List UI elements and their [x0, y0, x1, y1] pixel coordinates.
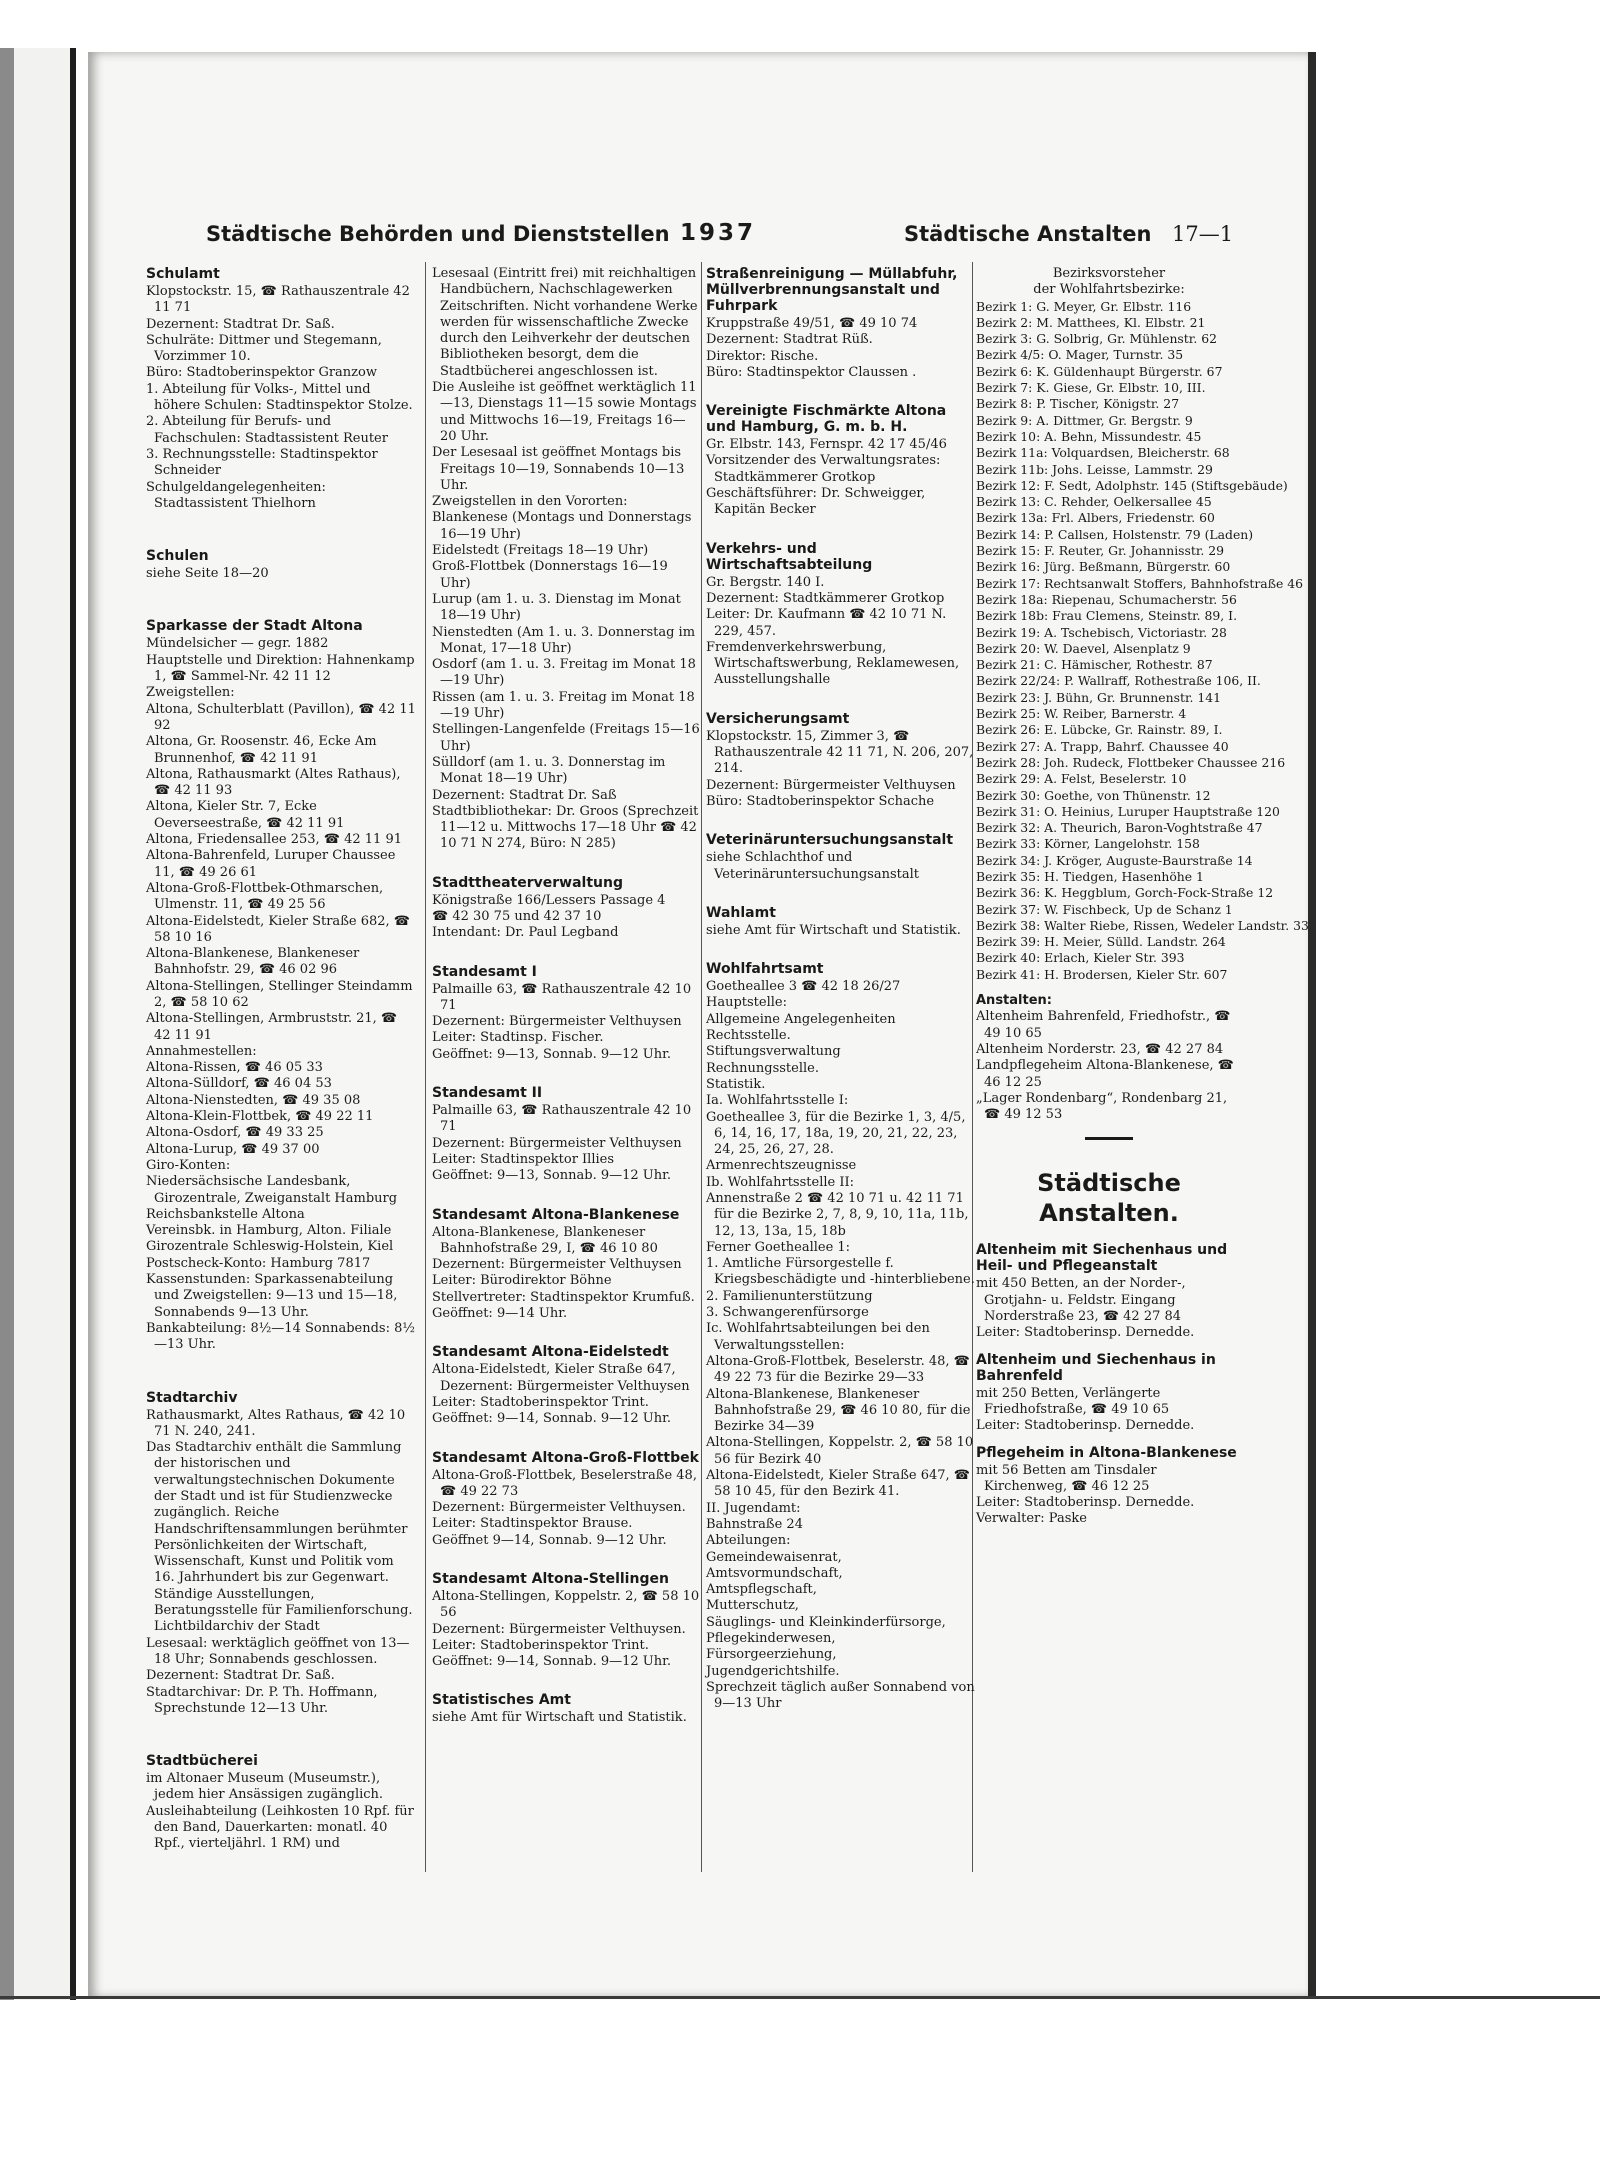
entry-line: 3. Rechnungsstelle: Stadtinspektor Schneider: [146, 446, 378, 479]
district-entry: Bezirk 29: A. Felst, Beselerstr. 10: [976, 771, 1187, 787]
entry-line: Die Ausleihe ist geöffnet werktäglich 11—13, Dienstags 11—15 sowie Montags und Mittwochs 16—19, Freitags 16—20 Uhr.: [432, 380, 697, 444]
section-gap: [706, 810, 976, 832]
entry-line: Gr. Elbstr. 143, Fernspr. 42 17 45/46: [706, 437, 947, 453]
district-entry: Bezirk 10: A. Behn, Missundestr. 45: [976, 428, 1202, 444]
header-left-title: Städtische Behörden und Dienststellen: [206, 222, 670, 246]
entry-line: Fremdenverkehrswerbung, Wirtschaftswerbung, Reklamewesen, Ausstellungshalle: [706, 639, 960, 688]
directory-section: [146, 618, 416, 1353]
district-entry: Bezirk 7: K. Giese, Gr. Elbstr. 10, III.: [976, 380, 1206, 396]
entry-line: Leiter: Stadtoberinsp. Dernedde.: [976, 1325, 1195, 1341]
entry-line: siehe Amt für Wirtschaft und Statistik.: [706, 922, 961, 938]
entry-line: Giro-Konten:: [146, 1157, 231, 1173]
district-entry: Bezirk 33: Körner, Langelohstr. 158: [976, 836, 1200, 852]
entry-line: Amtspflegschaft,: [706, 1582, 817, 1598]
section-title: Schulamt: [146, 266, 220, 282]
entry-line: Büro: Stadtinspektor Claussen .: [706, 364, 917, 380]
section-title: Vereinigte Fischmärkte Altona und Hamburg, G. m. b. H.: [706, 403, 947, 436]
entry-line: Nienstedten (Am 1. u. 3. Donnerstag im Monat, 17—18 Uhr): [432, 624, 696, 656]
directory-section: [706, 961, 976, 1712]
district-entry: Bezirk 41: H. Brodersen, Kieler Str. 607: [976, 966, 1228, 982]
entry-line: Annenstraße 2 ☎ 42 10 71 u. 42 11 71 für die Bezirke 2, 7, 8, 9, 10, 11a, 11b, 12, 13, 13a, 15, 18b: [706, 1190, 969, 1239]
previous-page-edge: [0, 48, 76, 2000]
section-title: Wohlfahrtsamt: [706, 961, 824, 978]
entry-line: Direktor: Rische.: [706, 348, 819, 364]
entry-line: Groß-Flottbek (Donnerstags 16—19 Uhr): [432, 559, 668, 591]
entry-line: Postscheck-Konto: Hamburg 7817: [146, 1255, 371, 1271]
entry-line: Altona-Groß-Flottbek, Beselerstr. 48, ☎ 49 22 73 für die Bezirke 29—33: [706, 1353, 970, 1386]
entry-line: Altona-Stellingen, Koppelstr. 2, ☎ 58 10 56 für Bezirk 40: [706, 1435, 974, 1467]
entry-line: Hauptstelle:: [706, 995, 787, 1011]
entry-line: Dezernent: Stadtrat Dr. Saß: [432, 787, 617, 803]
entry-line: Mutterschutz,: [706, 1598, 799, 1614]
entry-line: Stadtbibliothekar: Dr. Groos (Sprechzeit 11—12 u. Mittwochs 17—18 Uhr ☎ 42 10 71 N 274, Büro: N 285): [432, 803, 699, 852]
section-gap: [976, 1435, 1242, 1445]
entry-line: Zweigstellen in den Vororten:: [432, 494, 628, 510]
header-year: 1937: [680, 220, 757, 246]
district-entry: Bezirk 17: Rechtsanwalt Stoffers, Bahnhofstraße 46: [976, 575, 1304, 591]
section-title: Stadtbücherei: [146, 1753, 258, 1770]
entry-line: 2. Abteilung für Berufs- und Fachschulen: Stadtassistent Reuter: [146, 414, 388, 446]
entry-line: Rissen (am 1. u. 3. Freitag im Monat 18—19 Uhr): [432, 689, 695, 722]
entry-line: 1. Amtliche Fürsorgestelle f. Kriegsbeschädigte und -hinterbliebene.: [706, 1256, 975, 1288]
entry-line: Dezernent: Stadtrat Dr. Saß.: [146, 316, 335, 332]
entry-line: Ia. Wohlfahrtsstelle I:: [706, 1093, 849, 1109]
entry-line: Dezernent: Stadtkämmerer Grotkop: [706, 590, 945, 606]
entry-line: Fürsorgeerziehung,: [706, 1647, 837, 1663]
entry-line: Ic. Wohlfahrtsabteilungen bei den Verwaltungsstellen:: [706, 1321, 930, 1353]
directory-section: [432, 1692, 700, 1726]
section-title: Versicherungsamt: [706, 710, 850, 727]
entry-line: Sprechzeit täglich außer Sonnabend von 9—13 Uhr: [706, 1679, 975, 1712]
entry-line: Allgemeine Angelegenheiten: [706, 1011, 896, 1027]
directory-section: [976, 1445, 1242, 1528]
section-title: Altenheim und Siechenhaus in Bahrenfeld: [976, 1351, 1216, 1384]
district-entry: Bezirk 15: F. Reuter, Gr. Johannisstr. 29: [976, 543, 1225, 559]
district-entry: Bezirk 4/5: O. Mager, Turnstr. 35: [976, 347, 1184, 363]
entry-line: Lurup (am 1. u. 3. Dienstag im Monat 18—19 Uhr): [432, 591, 681, 624]
anstalt-entry: Altenheim Norderstr. 23, ☎ 42 27 84: [976, 1041, 1224, 1057]
entry-line: Verwalter: Paske: [976, 1511, 1087, 1527]
entry-line: Statistik.: [706, 1076, 766, 1092]
section-gap: [146, 1717, 416, 1753]
entry-line: Leiter: Dr. Kaufmann ☎ 42 10 71 N. 229, 457.: [706, 607, 947, 639]
entry-line: Leiter: Stadtoberinspektor Trint.: [432, 1394, 649, 1410]
anstalten-label: Anstalten:: [976, 993, 1052, 1009]
district-entry: Bezirk 23: J. Bühn, Gr. Brunnenstr. 141: [976, 689, 1222, 705]
section-gap: [706, 939, 976, 961]
section-title: Pflegeheim in Altona-Blankenese: [976, 1444, 1237, 1461]
entry-line: Altona-Eidelstedt, Kieler Straße 647, Dezernent: Bürgermeister Velthuysen: [432, 1362, 690, 1394]
section-gap: [146, 512, 416, 548]
entry-line: Altona-Rissen, ☎ 46 05 33: [146, 1060, 323, 1076]
anstalt-entry: „Lager Rondenbarg“, Rondenbarg 21, ☎ 49 12 53: [976, 1090, 1228, 1123]
entry-line: Altona-Osdorf, ☎ 49 33 25: [146, 1125, 324, 1141]
directory-section: [432, 1085, 700, 1184]
district-entry: Bezirk 40: Erlach, Kieler Str. 393: [976, 950, 1185, 966]
entry-line: Dezernent: Bürgermeister Velthuysen: [432, 1135, 682, 1151]
entry-line: Palmaille 63, ☎ Rathauszentrale 42 10 71: [432, 1103, 692, 1135]
scan-bottom-edge: [0, 1996, 1600, 1999]
section-gap: [432, 1549, 700, 1571]
directory-section: [432, 1571, 700, 1670]
entry-line: Altona-Stellingen, Armbruststr. 21, ☎ 42 11 91: [146, 1011, 398, 1043]
district-entry: Bezirk 14: P. Callsen, Holstenstr. 79 (Laden): [976, 526, 1254, 542]
entry-line: Altona-Blankenese, Blankeneser Bahnhofstraße 29, I, ☎ 46 10 80: [432, 1224, 658, 1256]
entry-line: Das Stadtarchiv enthält die Sammlung der historischen und verwaltungstechnischen Dokumente der Stadt und ist für Studienzwecke zugänglich. Reiche Handschriftensammlungen berühmter Persönlichkeiten der Wirtschaft, Wissenschaft, Kunst und Politik vom 16. Jahrhundert bis zur Gegenwart. Ständige Ausstellungen, Beratungsstelle für Familienforschung. Lichtbildarchiv der Stadt: [146, 1440, 413, 1635]
districts-heading: Bezirksvorsteher: [1052, 266, 1166, 281]
entry-line: Kassenstunden: Sparkassenabteilung und Zweigstellen: 9—13 und 15—18, Sonnabends 9—13 Uhr.: [146, 1272, 398, 1320]
district-entry: Bezirk 35: H. Tiedgen, Hasenhöhe 1: [976, 868, 1204, 884]
entry-line: Leiter: Stadtinspektor Illies: [432, 1151, 615, 1167]
entry-line: Geöffnet: 9—13, Sonnab. 9—12 Uhr.: [432, 1168, 672, 1184]
district-entry: Bezirk 9: A. Dittmer, Gr. Bergstr. 9: [976, 412, 1193, 428]
entry-line: Osdorf (am 1. u. 3. Freitag im Monat 18—19 Uhr): [432, 657, 696, 689]
district-entry: Bezirk 30: Goethe, von Thünenstr. 12: [976, 787, 1211, 803]
district-entry: Bezirk 6: K. Güldenhaupt Bürgerstr. 67: [976, 363, 1223, 379]
entry-line: Altona-Eidelstedt, Kieler Straße 682, ☎ 58 10 16: [146, 913, 410, 945]
big-title: Städtische Anstalten.: [1037, 1169, 1181, 1228]
entry-line: Geschäftsführer: Dr. Schweigger, Kapitän Becker: [706, 486, 926, 518]
entry-line: Leiter: Stadtoberinsp. Dernedde.: [976, 1495, 1195, 1511]
entry-line: Dezernent: Stadtrat Rüß.: [706, 332, 873, 348]
districts-subheading: der Wohlfahrtsbezirke:: [1033, 282, 1185, 298]
entry-line: Kruppstraße 49/51, ☎ 49 10 74: [706, 316, 918, 331]
entry-line: Altona-Stellingen, Koppelstr. 2, ☎ 58 10 56: [432, 1589, 700, 1621]
directory-section: [146, 266, 416, 512]
entry-line: mit 450 Betten, an der Norder-, Grotjahn- u. Feldstr. Eingang Norderstraße 23, ☎ 42 27 84: [976, 1276, 1186, 1325]
section-title: Altenheim mit Siechenhaus und Heil- und Pflegeanstalt: [976, 1242, 1228, 1275]
entry-line: Altona, Kieler Str. 7, Ecke Oeverseestraße, ☎ 42 11 91: [146, 799, 345, 831]
entry-line: Ausleihabteilung (Leihkosten 10 Rpf. für den Band, Dauerkarten: monatl. 40 Rpf., vierteljährl. 1 RM) und: [146, 1803, 414, 1852]
column-1: [146, 266, 416, 1853]
section-title: Stadttheaterverwaltung: [432, 874, 623, 891]
entry-line: Klopstockstr. 15, ☎ Rathauszentrale 42 11 71: [146, 284, 410, 316]
entry-line: Girozentrale Schleswig-Holstein, Kiel: [146, 1239, 394, 1255]
directory-section: [706, 905, 976, 939]
entry-line: Bankabteilung: 8½—14 Sonnabends: 8½—13 Uhr.: [146, 1320, 415, 1353]
entry-line: Zweigstellen:: [146, 685, 235, 701]
section-gap: [432, 1670, 700, 1692]
entry-line: Büro: Stadtoberinspektor Schache: [706, 793, 935, 809]
district-entry: Bezirk 11b: Johs. Leisse, Lammstr. 29: [976, 461, 1213, 477]
district-list: [976, 298, 1309, 983]
entry-line: Dezernent: Bürgermeister Velthuysen: [432, 1014, 682, 1030]
section-gap: [432, 942, 700, 964]
entry-line: Stellvertreter: Stadtinspektor Krumfuß.: [432, 1289, 695, 1305]
entry-line: Dezernent: Stadtrat Dr. Saß.: [146, 1668, 335, 1684]
entry-line: Reichsbankstelle Altona: [146, 1206, 305, 1222]
entry-line: Dezernent: Bürgermeister Velthuysen.: [432, 1500, 686, 1516]
district-entry: Bezirk 1: G. Meyer, Gr. Elbstr. 116: [976, 298, 1192, 314]
section-gap: [706, 689, 976, 711]
district-entry: Bezirk 28: Joh. Rudeck, Flottbeker Chaussee 216: [976, 754, 1286, 770]
section-title: Standesamt Altona-Eidelstedt: [432, 1344, 669, 1361]
entry-line: Altona-Eidelstedt, Kieler Straße 647, ☎ 58 10 45, für den Bezirk 41.: [706, 1468, 970, 1500]
entry-line: Königstraße 166/Lessers Passage 4: [432, 892, 666, 908]
entry-line: Altona, Rathausmarkt (Altes Rathaus), ☎ 42 11 93: [146, 766, 401, 799]
entry-line: Geöffnet: 9—13, Sonnab. 9—12 Uhr.: [432, 1046, 672, 1062]
district-entry: Bezirk 18a: Riepenau, Schumacherstr. 56: [976, 591, 1237, 607]
district-entry: Bezirk 18b: Frau Clemens, Steinstr. 89, I.: [976, 608, 1238, 624]
entry-line: Geöffnet: 9—14 Uhr.: [432, 1306, 568, 1322]
district-entry: Bezirk 12: F. Sedt, Adolphstr. 145 (Stiftsgebäude): [976, 477, 1288, 493]
section-title: Verkehrs- und Wirtschaftsabteilung: [706, 540, 873, 573]
entry-line: Dezernent: Bürgermeister Velthuysen: [706, 777, 956, 793]
anstalten-list: [976, 1009, 1242, 1123]
section-title: Standesamt Altona-Groß-Flottbek: [432, 1449, 699, 1466]
entry-line: Leiter: Stadtoberinsp. Dernedde.: [976, 1418, 1195, 1434]
entry-line: Rechnungsstelle.: [706, 1060, 819, 1076]
page-number: 17—1: [1172, 222, 1234, 246]
anstalt-entry: Altenheim Bahrenfeld, Friedhofstr., ☎ 49 10 65: [976, 1009, 1231, 1041]
section-title: Straßenreinigung — Müllabfuhr, Müllverbrennungsanstalt und Fuhrpark: [706, 266, 958, 314]
section-gap: [432, 1063, 700, 1085]
entry-line: Altona-Groß-Flottbek, Beselerstraße 48, ☎ 49 22 73: [432, 1467, 697, 1499]
entry-line: Intendant: Dr. Paul Legband: [432, 925, 619, 941]
entry-line: Sülldorf (am 1. u. 3. Donnerstag im Monat 18—19 Uhr): [432, 754, 666, 787]
district-entry: Bezirk 19: A. Tschebisch, Victoriastr. 28: [976, 624, 1227, 640]
directory-section: [146, 548, 416, 582]
section-gap: [976, 1342, 1242, 1352]
entry-line: Altona-Lurup, ☎ 49 37 00: [146, 1141, 320, 1157]
section-title: Statistisches Amt: [432, 1692, 571, 1709]
entry-line: Leiter: Stadtinspektor Brause.: [432, 1516, 633, 1532]
entry-line: Vereinsbk. in Hamburg, Alton. Filiale: [146, 1223, 392, 1239]
entry-line: II. Jugendamt:: [706, 1500, 801, 1516]
entry-line: 1. Abteilung für Volks-, Mittel und höhere Schulen: Stadtinspektor Stolze.: [146, 381, 413, 414]
district-entry: Bezirk 26: E. Lübcke, Gr. Rainstr. 89, I.: [976, 722, 1223, 738]
district-entry: Bezirk 31: O. Heinius, Luruper Hauptstraße 120: [976, 803, 1280, 819]
entry-line: Geöffnet: 9—14, Sonnab. 9—12 Uhr.: [432, 1654, 672, 1670]
column-4: [976, 266, 1309, 1528]
entry-line: Altona-Groß-Flottbek-Othmarschen, Ulmenstr. 11, ☎ 49 25 56: [146, 880, 384, 913]
entry-line: Dezernent: Bürgermeister Velthuysen.: [432, 1621, 686, 1637]
section-gap: [706, 519, 976, 541]
directory-section: [146, 1390, 416, 1718]
directory-section: [146, 1753, 416, 1852]
section-title: Schulen: [146, 548, 209, 565]
directory-section: [432, 266, 700, 853]
directory-section: [432, 1450, 700, 1549]
directory-section: [432, 875, 700, 942]
entry-line: Schulgeldangelegenheiten: Stadtassistent Thielhorn: [146, 479, 326, 511]
entry-line: Annahmestellen:: [146, 1043, 257, 1059]
column-2: [432, 266, 700, 1727]
section-rule: [1085, 1137, 1133, 1140]
column-3: [706, 266, 976, 1712]
section-gap: [432, 1322, 700, 1344]
entry-line: Stiftungsverwaltung: [706, 1044, 841, 1060]
entry-line: Säuglings- und Kleinkinderfürsorge,: [706, 1614, 946, 1630]
section-gap: [146, 582, 416, 618]
entry-line: Stadtarchivar: Dr. P. Th. Hoffmann, Sprechstunde 12—13 Uhr.: [146, 1684, 378, 1716]
directory-section: [706, 266, 976, 381]
anstalt-entry: Landpflegeheim Altona-Blankenese, ☎ 46 12 25: [976, 1058, 1234, 1090]
entry-line: Bahnstraße 24: [706, 1516, 803, 1532]
entry-line: Altona-Klein-Flottbek, ☎ 49 22 11: [146, 1109, 374, 1125]
entry-line: Rechtsstelle.: [706, 1028, 791, 1044]
section-gap: [432, 853, 700, 875]
district-entry: Bezirk 11a: Volquardsen, Bleicherstr. 68: [976, 445, 1230, 461]
entry-line: Dezernent: Bürgermeister Velthuysen: [432, 1257, 682, 1273]
entry-line: Altona-Blankenese, Blankeneser Bahnhofstr. 29, ☎ 46 02 96: [146, 946, 360, 978]
column-divider: [701, 262, 702, 1872]
section-title: Stadtarchiv: [146, 1389, 238, 1406]
district-entry: Bezirk 22/24: P. Wallraff, Rothestraße 106, II.: [976, 673, 1261, 689]
entry-line: 2. Familienunterstützung: [706, 1288, 873, 1304]
section-title: Standesamt I: [432, 963, 537, 980]
entry-line: Abteilungen:: [706, 1533, 791, 1549]
entry-line: Altona, Friedensallee 253, ☎ 42 11 91: [146, 832, 403, 848]
section-title: Standesamt II: [432, 1085, 543, 1102]
entry-line: Jugendgerichtshilfe.: [706, 1663, 840, 1679]
section-title: Wahlamt: [706, 904, 776, 921]
entry-line: Leiter: Bürodirektor Böhne: [432, 1273, 612, 1289]
entry-line: Geöffnet: 9—14, Sonnab. 9—12 Uhr.: [432, 1411, 672, 1427]
directory-section: [432, 964, 700, 1063]
section-title: Veterinäruntersuchungsanstalt: [706, 832, 954, 849]
entry-line: Stellingen-Langenfelde (Freitags 15—16 Uhr): [432, 722, 700, 754]
entry-line: Leiter: Stadtinsp. Fischer.: [432, 1030, 604, 1046]
entry-line: Goetheallee 3 ☎ 42 18 26/27: [706, 979, 901, 995]
section-title: Standesamt Altona-Blankenese: [432, 1206, 680, 1223]
entry-line: Altona-Nienstedten, ☎ 49 35 08: [146, 1092, 361, 1108]
entry-line: Altona-Sülldorf, ☎ 46 04 53: [146, 1076, 332, 1092]
entry-line: Ferner Goetheallee 1:: [706, 1239, 851, 1255]
district-entry: Bezirk 36: K. Heggblum, Gorch-Fock-Straße 12: [976, 885, 1274, 901]
district-entry: Bezirk 3: G. Solbrig, Gr. Mühlenstr. 62: [976, 331, 1217, 347]
entry-line: Geöffnet 9—14, Sonnab. 9—12 Uhr.: [432, 1532, 667, 1548]
entry-line: Palmaille 63, ☎ Rathauszentrale 42 10 71: [432, 981, 692, 1013]
entry-line: Altona-Blankenese, Blankeneser Bahnhofstraße 29, ☎ 46 10 80, für die Bezirke 34—39: [706, 1386, 971, 1435]
section-gap: [706, 381, 976, 403]
entry-line: Altona, Gr. Roosenstr. 46, Ecke Am Brunnenhof, ☎ 42 11 91: [146, 734, 377, 766]
directory-section: [706, 711, 976, 810]
entry-line: Amtsvormundschaft,: [706, 1565, 843, 1581]
header-right-title: Städtische Anstalten: [904, 222, 1152, 246]
entry-line: 3. Schwangerenfürsorge: [706, 1305, 869, 1321]
district-entry: Bezirk 27: A. Trapp, Bahrf. Chaussee 40: [976, 738, 1229, 754]
entry-line: mit 250 Betten, Verlängerte Friedhofstraße, ☎ 49 10 65: [976, 1385, 1170, 1417]
entry-line: Mündelsicher — gegr. 1882: [146, 636, 329, 652]
directory-section: [706, 541, 976, 689]
district-entry: Bezirk 13a: Frl. Albers, Friedenstr. 60: [976, 510, 1215, 526]
district-entry: Bezirk 16: Jürg. Beßmann, Bürgerstr. 60: [976, 559, 1231, 575]
entry-line: Lesesaal (Eintritt frei) mit reichhaltigen Handbüchern, Nachschlagewerken Zeitschriften. Nicht vorhandene Werke werden für wissenschaftliche Zwecke durch den Leihverkehr der deutschen Bibliotheken besorgt, dem die Stadtbücherei angeschlossen ist.: [432, 266, 698, 379]
entry-line: Lesesaal: werktäglich geöffnet von 13—18 Uhr; Sonnabends geschlossen.: [146, 1635, 410, 1667]
running-header: [0, 222, 1600, 256]
entry-line: Leiter: Stadtoberinspektor Trint.: [432, 1637, 649, 1653]
column-divider: [425, 262, 426, 1872]
entry-line: Eidelstedt (Freitags 18—19 Uhr): [432, 543, 649, 559]
section-gap: [432, 1185, 700, 1207]
entry-line: Altona-Bahrenfeld, Luruper Chaussee 11, ☎ 49 26 61: [146, 848, 396, 880]
district-entry: Bezirk 38: Walter Riebe, Rissen, Wedeler Landstr. 33: [976, 917, 1309, 933]
entry-line: Goetheallee 3, für die Bezirke 1, 3, 4/5, 6, 14, 16, 17, 18a, 19, 20, 21, 22, 23, 24, 25, 26, 27, 28.: [706, 1109, 966, 1158]
entry-line: Rathausmarkt, Altes Rathaus, ☎ 42 10 71 N. 240, 241.: [146, 1407, 406, 1439]
section-gap: [706, 883, 976, 905]
district-entry: Bezirk 20: W. Daevel, Alsenplatz 9: [976, 640, 1191, 656]
directory-section: [706, 832, 976, 883]
district-entry: Bezirk 8: P. Tischer, Königstr. 27: [976, 396, 1180, 412]
entry-line: Büro: Stadtoberinspektor Granzow: [146, 365, 377, 381]
entry-line: Niedersächsische Landesbank, Girozentrale, Zweiganstalt Hamburg: [146, 1174, 398, 1206]
section-gap: [146, 1354, 416, 1390]
district-entry: Bezirk 21: C. Hämischer, Rothestr. 87: [976, 657, 1213, 673]
section-title: Standesamt Altona-Stellingen: [432, 1571, 669, 1587]
entry-line: Gr. Bergstr. 140 I.: [706, 574, 825, 590]
entry-line: Altona-Stellingen, Stellinger Steindamm 2, ☎ 58 10 62: [146, 978, 413, 1010]
district-entry: Bezirk 37: W. Fischbeck, Up de Schanz 1: [976, 901, 1233, 917]
entry-line: siehe Amt für Wirtschaft und Statistik.: [432, 1710, 687, 1726]
entry-line: mit 56 Betten am Tinsdaler Kirchenweg, ☎ 46 12 25: [976, 1462, 1157, 1494]
entry-line: im Altonaer Museum (Museumstr.), jedem hier Ansässigen zugänglich.: [146, 1771, 384, 1803]
directory-section: [432, 1344, 700, 1427]
section-gap: [432, 1428, 700, 1450]
entry-line: Armenrechtszeugnisse: [706, 1158, 857, 1174]
directory-section: [976, 1242, 1242, 1341]
entry-line: Klopstockstr. 15, Zimmer 3, ☎ Rathauszentrale 42 11 71, N. 206, 207, 214.: [706, 728, 974, 777]
district-entry: Bezirk 2: M. Matthees, Kl. Elbstr. 21: [976, 314, 1206, 330]
entry-line: Der Lesesaal ist geöffnet Montags bis Freitags 10—19, Sonnabends 10—13 Uhr.: [432, 445, 685, 493]
entry-line: Schulräte: Dittmer und Stegemann, Vorzimmer 10.: [146, 332, 382, 365]
entry-line: Gemeindewaisenrat,: [706, 1549, 842, 1565]
entry-line: ☎ 42 30 75 und 42 37 10: [432, 908, 602, 924]
directory-section: [706, 403, 976, 518]
entry-line: siehe Schlachthof und Veterinäruntersuchungsanstalt: [706, 850, 919, 882]
entry-line: Blankenese (Montags und Donnerstags 16—19 Uhr): [432, 510, 692, 542]
section-title: Sparkasse der Stadt Altona: [146, 618, 363, 635]
district-entry: Bezirk 13: C. Rehder, Oelkersallee 45: [976, 494, 1212, 510]
entry-line: Ib. Wohlfahrtsstelle II:: [706, 1174, 854, 1190]
district-entry: Bezirk 25: W. Reiber, Barnerstr. 4: [976, 706, 1187, 722]
entry-line: siehe Seite 18—20: [146, 566, 269, 582]
entry-line: Pflegekinderwesen,: [706, 1631, 836, 1646]
entry-line: Hauptstelle und Direktion: Hahnenkamp 1, ☎ Sammel-Nr. 42 11 12: [146, 652, 415, 685]
district-entry: Bezirk 32: A. Theurich, Baron-Voghtstraße 47: [976, 820, 1263, 836]
anstalten-sections: [976, 1242, 1242, 1527]
directory-section: [432, 1207, 700, 1323]
directory-section: [976, 1352, 1242, 1435]
entry-line: Altona, Schulterblatt (Pavillon), ☎ 42 11 92: [146, 701, 416, 733]
entry-line: Vorsitzender des Verwaltungsrates: Stadtkämmerer Grotkop: [706, 453, 941, 485]
district-entry: Bezirk 34: J. Kröger, Auguste-Baurstraße 14: [976, 852, 1253, 868]
district-entry: Bezirk 39: H. Meier, Sülld. Landstr. 264: [976, 934, 1226, 950]
